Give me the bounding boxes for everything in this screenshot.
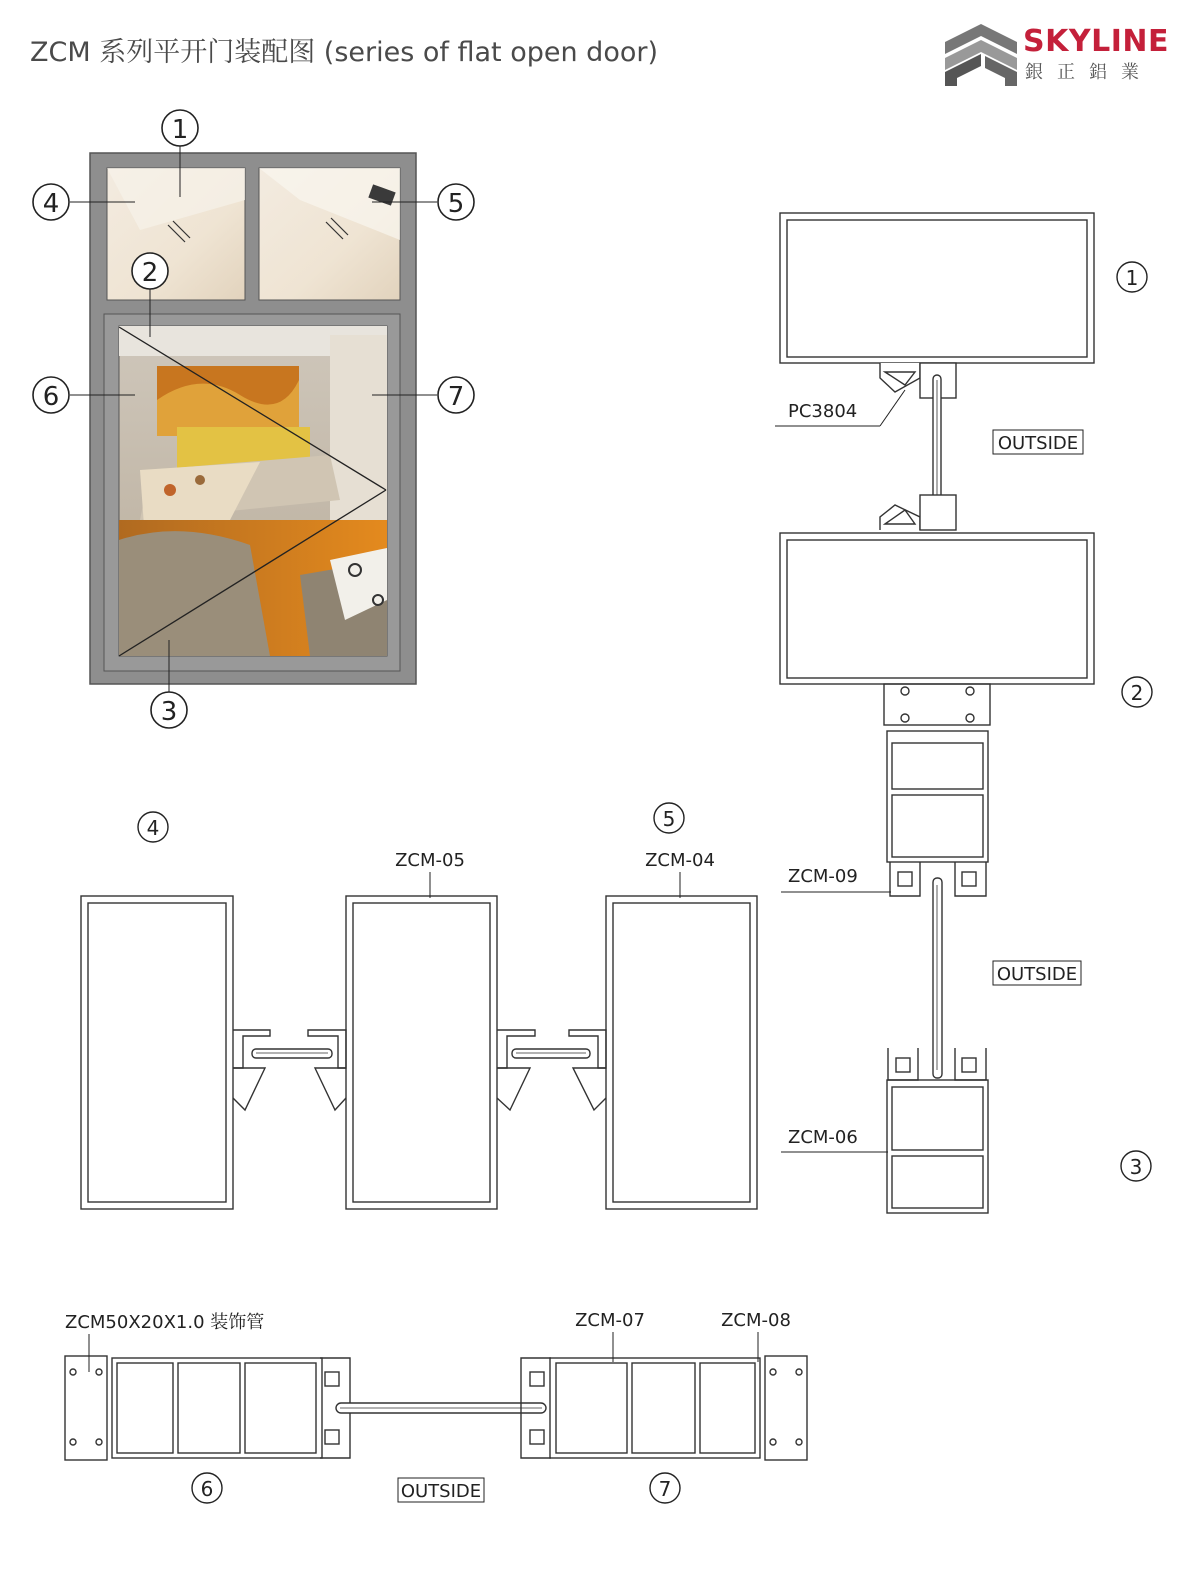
callout-3 bbox=[151, 692, 187, 728]
label-zcm08: ZCM-08 bbox=[721, 1310, 791, 1331]
svg-text:2: 2 bbox=[1130, 681, 1144, 705]
svg-text:5: 5 bbox=[662, 807, 676, 831]
label-zcm06: ZCM-06 bbox=[788, 1127, 858, 1148]
label-pc3804: PC3804 bbox=[788, 401, 858, 422]
door-leaf-glass bbox=[119, 326, 387, 656]
svg-text:1: 1 bbox=[1125, 266, 1139, 290]
section-vertical-labels bbox=[775, 262, 1152, 1181]
label-zcm05: ZCM-05 bbox=[395, 850, 465, 871]
section-marker-1 bbox=[1117, 262, 1147, 292]
section-jamb bbox=[65, 1356, 807, 1460]
svg-text:OUTSIDE: OUTSIDE bbox=[996, 964, 1078, 985]
section-transom bbox=[81, 896, 757, 1209]
svg-text:7: 7 bbox=[447, 382, 465, 412]
section-vertical bbox=[780, 213, 1094, 1213]
section-marker-3 bbox=[1121, 1151, 1151, 1181]
section-marker-6 bbox=[192, 1473, 222, 1503]
svg-text:5: 5 bbox=[447, 189, 465, 219]
transom-left-pane bbox=[107, 168, 245, 300]
svg-text:6: 6 bbox=[200, 1477, 214, 1501]
label-zcm04: ZCM-04 bbox=[645, 850, 715, 871]
callout-2 bbox=[132, 253, 168, 289]
brand-name: SKYLINE bbox=[1023, 24, 1169, 59]
callout-6 bbox=[33, 377, 69, 413]
section-marker-5 bbox=[654, 803, 684, 833]
page-title: ZCM 系列平开门装配图 (series of flat open door) bbox=[30, 37, 658, 68]
outside-tag-bottom bbox=[993, 961, 1081, 985]
outside-tag-top bbox=[993, 430, 1083, 454]
section-marker-4 bbox=[138, 812, 168, 842]
callout-1 bbox=[162, 110, 198, 146]
outside-tag-jamb bbox=[398, 1478, 484, 1502]
label-decorative-tube: ZCM50X20X1.0 装饰管 bbox=[65, 1312, 265, 1333]
svg-text:1: 1 bbox=[171, 115, 189, 145]
svg-text:7: 7 bbox=[658, 1477, 672, 1501]
transom-right-pane bbox=[259, 168, 400, 300]
brand-name-cn: 銀正鋁業 bbox=[1025, 62, 1153, 83]
callout-7 bbox=[438, 377, 474, 413]
callout-4 bbox=[33, 184, 69, 220]
section-marker-2 bbox=[1122, 677, 1152, 707]
svg-text:6: 6 bbox=[42, 382, 60, 412]
label-zcm07: ZCM-07 bbox=[575, 1310, 645, 1331]
svg-text:3: 3 bbox=[160, 697, 178, 727]
svg-text:3: 3 bbox=[1129, 1155, 1143, 1179]
section-transom-labels bbox=[138, 803, 715, 898]
label-zcm09: ZCM-09 bbox=[788, 866, 858, 887]
svg-text:OUTSIDE: OUTSIDE bbox=[997, 433, 1079, 454]
svg-text:2: 2 bbox=[141, 258, 159, 288]
callout-5 bbox=[438, 184, 474, 220]
svg-text:OUTSIDE: OUTSIDE bbox=[400, 1481, 482, 1502]
svg-text:4: 4 bbox=[146, 816, 160, 840]
door-elevation bbox=[90, 153, 416, 684]
svg-text:4: 4 bbox=[42, 189, 60, 219]
section-marker-7 bbox=[650, 1473, 680, 1503]
